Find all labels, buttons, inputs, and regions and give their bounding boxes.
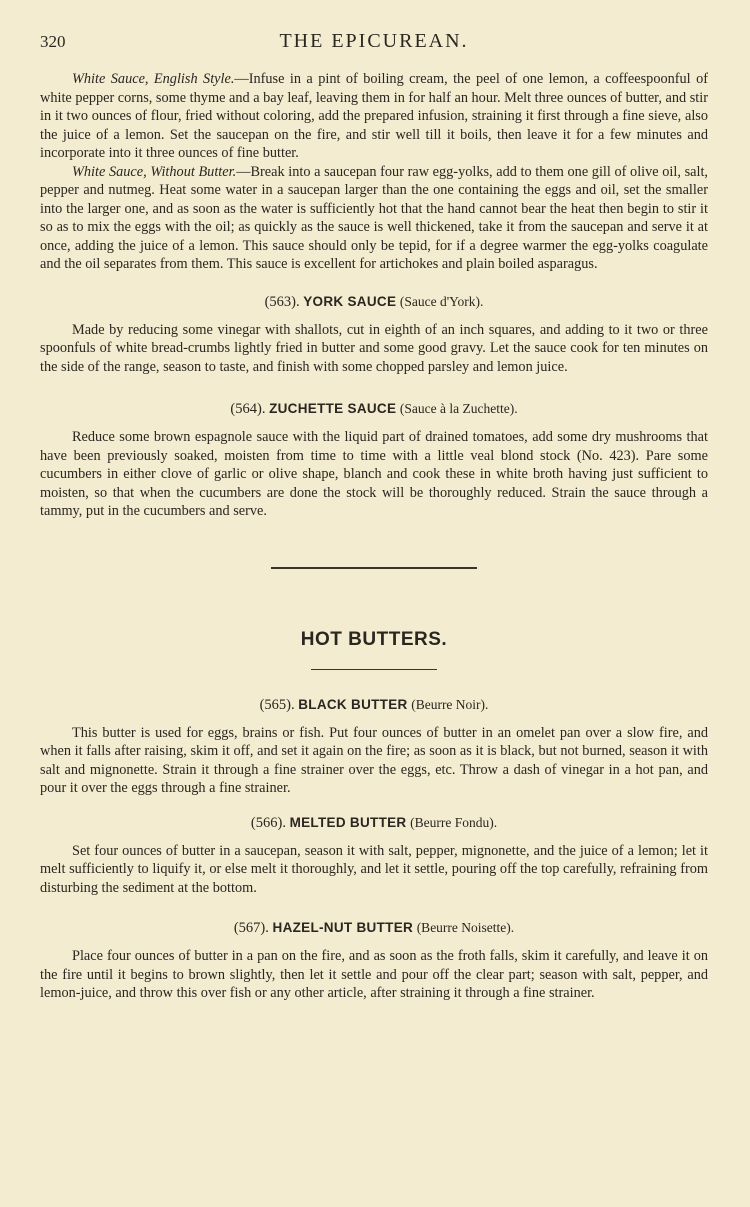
section-heading-564 [40,400,708,418]
section-french-name: (Beurre Noir). [411,696,489,712]
section-number: (564). [230,401,266,417]
section-body-565: This butter is used for eggs, brains or fish. Put four ounces of butter in an omelet pan over a slow fire, and when it falls after raising, skim it off, and set it again on the fire; as soon as it is black, but not burned, season it with salt and mignonette. Strain it through a fine strainer over the eggs, etc. Throw a dash of vinegar in a hot pan, and pour it over the eggs through a fine strainer. [40,724,708,796]
section-heading-565 [40,696,708,714]
paragraph-text: —Infuse in a pint of boiling cream, the peel of one lemon, a coffeespoonful of white pepper corns, some thyme and a bay leaf, leaving them in for half an hour. Melt three ounces of butter, and stir in it two ounces of flour, fried without coloring, add the prepared infusion, straining it first through a fine sieve, also the juice of a lemon. Set the saucepan on the fire, and stir well till it boils, then leave it for a few minutes and incorporate into it three ounces of fine butter. [40,71,708,161]
section-body-566: Set four ounces of butter in a saucepan, season it with salt, pepper, mignonette, and the juice of a lemon; let it melt sufficiently to liquify it, or else melt it thoroughly, and let it settle, pouring off the top carefully, refraining from disturbing the sediment at the bottom. [40,842,708,896]
running-title: THE EPICUREAN. [279,30,469,52]
hot-butters-sections [40,696,708,1003]
section-french-name: (Sauce à la Zuchette). [399,401,518,416]
section-heading-566 [40,814,708,832]
section-number: (563). [264,293,300,310]
section-french-name: (Sauce d'York). [399,293,484,309]
paragraph-text: —Break into a saucepan four raw egg-yolks, add to them one gill of olive oil, salt, pepper and nutmeg. Heat some water in a saucepan larger than the one containing the eggs and oil, set the smaller into the larger one, and as soon as the water is sufficiently hot that the hand cannot bear the heat then begin to stir it so as to mix the eggs with the oil; as quickly as the sauce is well thickened, take it from the saucepan and serve it at once, adding the juice of a lemon. This sauce should only be tepid, for if a degree warmer the egg-yolks coagulate and the oil separates from them. This sauce is excellent for artichokes and plain boiled asparagus. [40,163,708,272]
section-body-567: Place four ounces of butter in a pan on the fire, and as soon as the froth falls, skim it carefully, and leave it on the fire until it begins to brown slightly, then let it settle and pour off the clear part; season with salt, pepper, and lemon-juice, and throw this over fish or any other article, after straining it through a fine strainer. [40,948,708,1001]
section-title: ZUCHETTE SAUCE [269,401,397,416]
page-header: 320 THE EPICUREAN. [40,30,708,58]
divider-rule-short [311,669,437,670]
section-french-name: (Beurre Fondu). [410,814,498,830]
divider-rule [271,567,477,569]
section-heading-563 [40,293,708,311]
section-title: HAZEL-NUT BUTTER [272,920,414,935]
section-body-563: Made by reducing some vinegar with shallots, cut in eighth of an inch squares, and adding to it two or three spoonfuls of white bread-crumbs lightly fried in butter and some good gravy. Let the sauce cook for ten minutes on the side of the range, season to taste, and finish with some chopped parsley and lemon juice. [40,321,708,375]
section-french-name: (Beurre Noisette). [416,920,515,935]
section-heading-567 [40,919,708,937]
section-number: (567). [233,920,269,936]
section-body-564: Reduce some brown espagnole sauce with the liquid part of drained tomatoes, add some dry mushrooms that have been previously soaked, moisten from time to time with a little veal blond stock (No. 423). Pare some cucumbers in either clove of garlic or olive shape, blanch and cook these in white broth having just sufficient to moisten, so that when the cucumbers are done the stock will be thoroughly reduced. Strain the sauce through a tammy, put in the cucumbers and serve. [40,429,708,519]
section-title: YORK SAUCE [303,293,397,309]
section-number: (566). [250,814,286,831]
section-title: BLACK BUTTER [298,696,408,712]
section-number: (565). [259,696,295,713]
chapter-title: HOT BUTTERS. [300,628,448,650]
paragraph-white-sauce-without-butter [40,163,708,274]
paragraph-white-sauce-english [40,70,708,163]
paragraph-lead: White Sauce, English Style. [72,71,235,87]
section-title: MELTED BUTTER [289,814,407,830]
paragraph-lead: White Sauce, Without Butter. [72,163,237,180]
